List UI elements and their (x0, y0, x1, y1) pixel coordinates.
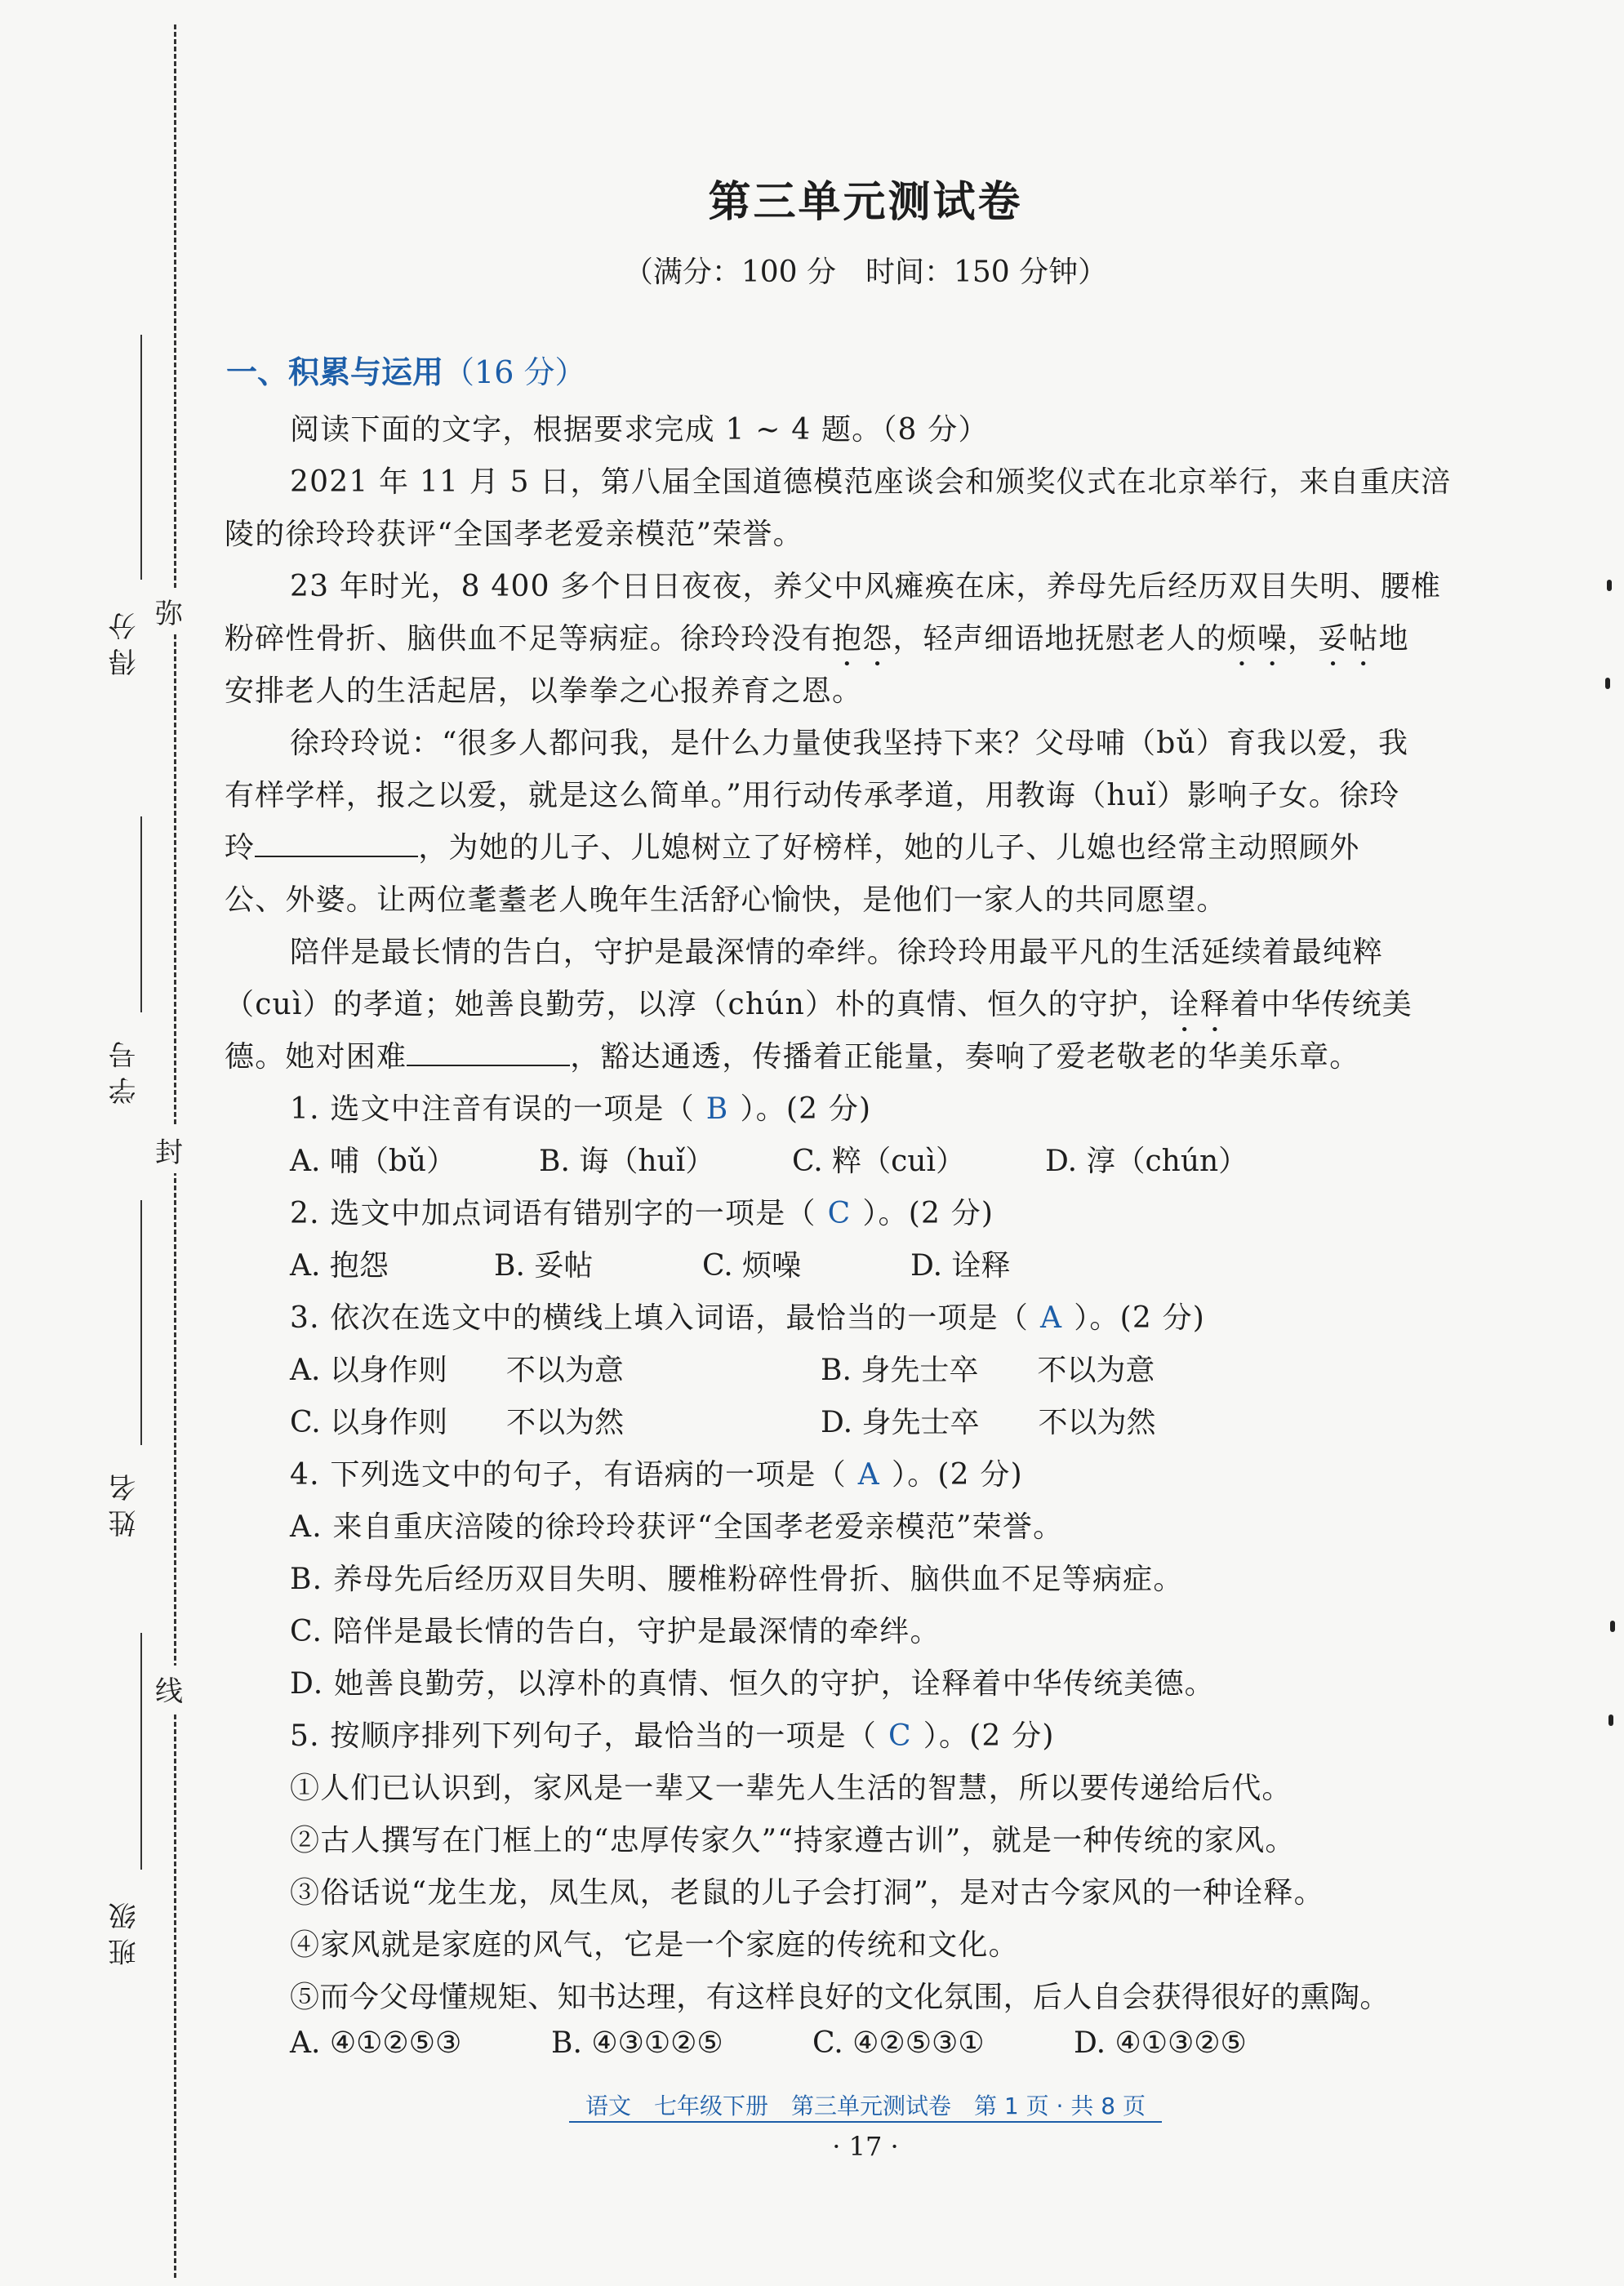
answer-5[interactable]: C (888, 1719, 912, 1753)
page-footer: 语文 七年级下册 第三单元测试卷 第 1 页 · 共 8 页 (225, 2088, 1506, 2121)
passage-p3-line1: 徐玲玲说：“很多人都问我，是什么力量使我坚持下来？父母哺（bǔ）育我以爱，我 (290, 727, 1409, 760)
q5-sentence-3: ③俗话说“龙生龙，凤生凤，老鼠的儿子会打洞”，是对古今家风的一种诠释。 (290, 1876, 1324, 1910)
scan-mark (1608, 1714, 1613, 1726)
blank-1[interactable] (255, 831, 418, 857)
section-points: （16 分） (443, 354, 586, 390)
q4-option-b[interactable]: B. 养母先后经历双目失明、腰椎粉碎性骨折、脑供血不足等病症。 (290, 1563, 1184, 1596)
passage-p2-line1: 23 年时光，8 400 多个日日夜夜，养父中风瘫痪在床，养母先后经历双目失明、腰椎 (290, 570, 1442, 603)
scan-mark (1610, 1621, 1615, 1632)
q2-option-c[interactable]: C. 烦噪 (702, 1249, 802, 1283)
q3-option-d[interactable]: D. 身先士卒 不以为然 (821, 1406, 1156, 1439)
q4-option-d[interactable]: D. 她善良勤劳，以淳朴的真情、恒久的守护，诠释着中华传统美德。 (290, 1667, 1215, 1701)
answer-1[interactable]: B (705, 1092, 729, 1126)
q4-option-c[interactable]: C. 陪伴是最长情的告白，守护是最深情的牵绊。 (290, 1615, 941, 1648)
question-5: 5. 按顺序排列下列句子，最恰当的一项是（ C ）。(2 分) (290, 1719, 1055, 1753)
q1-option-b[interactable]: B. 诲（huǐ） (539, 1145, 715, 1178)
class-line[interactable] (140, 1633, 142, 1870)
blank-2[interactable] (407, 1040, 570, 1066)
class-label: 班级 (109, 1894, 141, 1966)
q5-option-b[interactable]: B. ④③①②⑤ (551, 2026, 723, 2060)
question-4: 4. 下列选文中的句子，有语病的一项是（ A ）。(2 分) (290, 1458, 1023, 1492)
page-subtitle: （满分：100 分 时间：150 分钟） (623, 256, 1108, 289)
q5-option-c[interactable]: C. ④②⑤③① (812, 2026, 985, 2060)
student-id-line[interactable] (140, 816, 142, 1012)
q2-option-d[interactable]: D. 诠释 (910, 1249, 1011, 1283)
passage-p3-line3: 玲 ，为她的儿子、儿媳树立了好榜样，她的儿子、儿媳也经常主动照顾外 (225, 831, 1360, 865)
q3-option-b[interactable]: B. 身先士卒 不以为意 (821, 1354, 1155, 1387)
answer-2[interactable]: C (827, 1197, 852, 1230)
q5-option-d[interactable]: D. ④①③②⑤ (1074, 2026, 1247, 2060)
dotted-word-quanshi: 诠释 (1169, 988, 1230, 1021)
dotted-word-baoyuan: 抱怨 (832, 622, 893, 656)
score-label: 得分 (109, 604, 141, 676)
scan-mark (1605, 678, 1610, 689)
reading-intro: 阅读下面的文字，根据要求完成 1 ~ 4 题。（8 分） (290, 413, 989, 447)
passage-p4-line3: 德。她对困难 ，豁达通透，传播着正能量，奏响了爱老敬老的华美乐章。 (225, 1040, 1360, 1074)
cut-char-feng: 封 (155, 1127, 183, 1173)
page-number: · 17 · (832, 2131, 899, 2162)
passage-p3-line2: 有样学样，报之以爱，就是这么简单。”用行动传承孝道，用教诲（huǐ）影响子女。徐玲 (225, 779, 1400, 812)
q1-option-c[interactable]: C. 粹（cuì） (792, 1145, 966, 1178)
question-2: 2. 选文中加点词语有错别字的一项是（ C ）。(2 分) (290, 1197, 994, 1230)
q5-sentence-1: ①人们已认识到，家风是一辈又一辈先人生活的智慧，所以要传递给后代。 (290, 1772, 1293, 1805)
name-label: 姓名 (109, 1465, 141, 1537)
question-3: 3. 依次在选文中的横线上填入词语，最恰当的一项是（ A ）。(2 分) (290, 1301, 1206, 1335)
score-line[interactable] (140, 335, 142, 580)
cut-char-xian: 线 (155, 1666, 183, 1712)
q3-option-c[interactable]: C. 以身作则 不以为然 (290, 1406, 625, 1439)
q1-option-d[interactable]: D. 淳（chún） (1045, 1145, 1248, 1178)
student-id-label: 学号 (109, 1033, 141, 1105)
q3-option-a[interactable]: A. 以身作则 不以为意 (290, 1354, 624, 1387)
passage-p4-line1: 陪伴是最长情的告白，守护是最深情的牵绊。徐玲玲用最平凡的生活延续着最纯粹 (290, 936, 1384, 969)
passage-p3-line4: 公、外婆。让两位耄耋老人晚年生活舒心愉快，是他们一家人的共同愿望。 (225, 883, 1227, 917)
q2-option-a[interactable]: A. 抱怨 (290, 1249, 389, 1283)
q1-option-a[interactable]: A. 哺（bǔ） (290, 1145, 456, 1178)
passage-p1-line2: 陵的徐玲玲获评“全国孝老爱亲模范”荣誉。 (225, 518, 803, 551)
page-title: 第三单元测试卷 (708, 178, 1023, 227)
answer-4[interactable]: A (857, 1458, 880, 1492)
cut-char-mi: 弥 (155, 588, 183, 634)
q2-option-b[interactable]: B. 妥帖 (494, 1249, 594, 1283)
section-title: 一、积累与运用 (226, 354, 444, 390)
binding-margin (0, 0, 196, 2286)
question-1: 1. 选文中注音有误的一项是（ B ）。(2 分) (290, 1092, 872, 1126)
q4-option-a[interactable]: A. 来自重庆涪陵的徐玲玲获评“全国孝老爱亲模范”荣誉。 (290, 1510, 1064, 1544)
section-heading (226, 347, 585, 392)
dotted-word-tuotie: 妥帖 (1318, 622, 1379, 656)
passage-p2-line3: 安排老人的生活起居，以拳拳之心报养育之恩。 (225, 674, 863, 708)
passage-p4-line2: （cuì）的孝道；她善良勤劳，以淳（chún）朴的真情、恒久的守护，诠释着中华传统美 (225, 988, 1413, 1021)
scan-mark (1607, 580, 1612, 591)
q5-sentence-4: ④家风就是家庭的风气，它是一个家庭的传统和文化。 (290, 1928, 1019, 1962)
name-line[interactable] (140, 1200, 142, 1445)
dotted-word-fanzao: 烦噪 (1226, 622, 1288, 656)
q5-sentence-2: ②古人撰写在门框上的“忠厚传家久”“持家遵古训”，就是一种传统的家风。 (290, 1824, 1296, 1857)
exam-page (225, 0, 1506, 2286)
answer-3[interactable]: A (1040, 1301, 1063, 1335)
passage-p1-line1: 2021 年 11 月 5 日，第八届全国道德模范座谈会和颁奖仪式在北京举行，来自重庆涪 (290, 465, 1452, 499)
q5-sentence-5: ⑤而今父母懂规矩、知书达理，有这样良好的文化氛围，后人自会获得很好的熏陶。 (290, 1981, 1390, 2014)
passage-p2-line2: 粉碎性骨折、脑供血不足等病症。徐玲玲没有抱怨，轻声细语地抚慰老人的烦噪，妥帖地 (225, 622, 1409, 656)
q5-option-a[interactable]: A. ④①②⑤③ (290, 2026, 462, 2060)
